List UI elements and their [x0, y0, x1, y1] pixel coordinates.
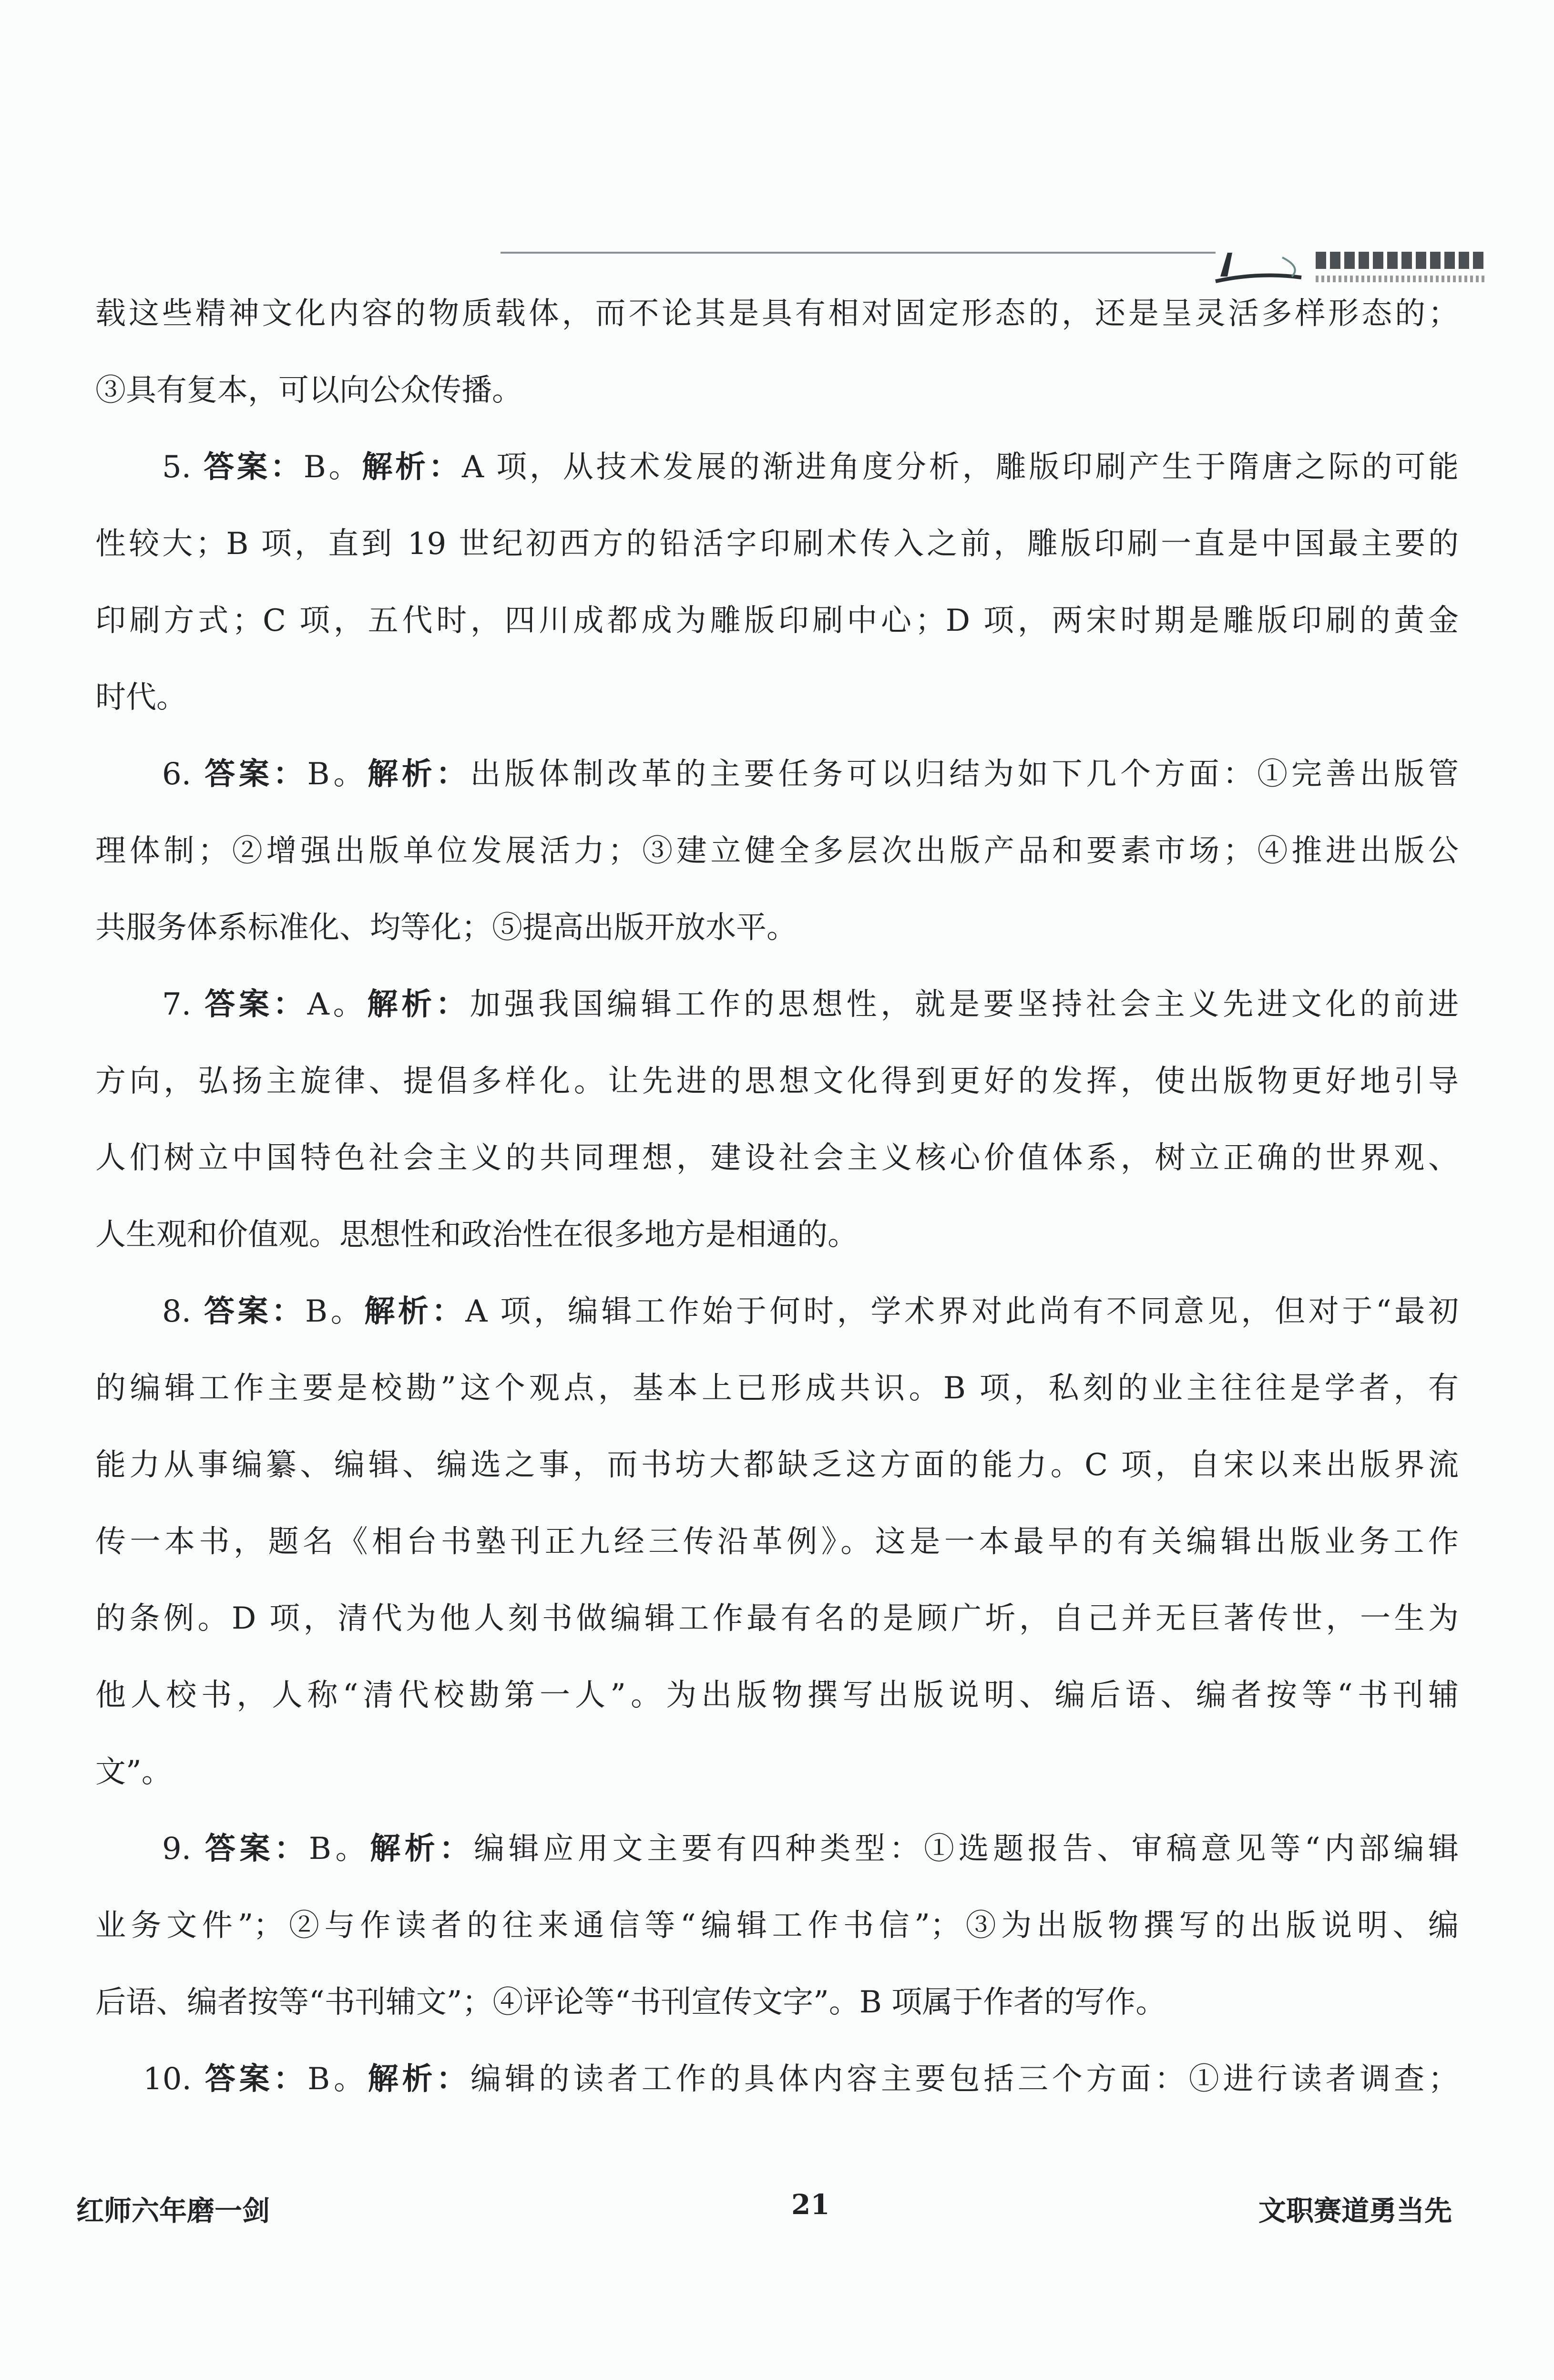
line-text: 印刷方式；C 项，五代时，四川成都成为雕版印刷中心；D 项，两宋时期是雕版印刷的黄金 — [95, 603, 1459, 638]
line-text: 方向，弘扬主旋律、提倡多样化。让先进的思想文化得到更好的发挥，使出版物更好地引导 — [95, 1064, 1459, 1099]
line-text: 时代。 — [95, 680, 187, 715]
text-line — [95, 966, 1459, 1043]
answer-item — [95, 2041, 1459, 2118]
text-line — [95, 1197, 1459, 1273]
footer-left-slogan: 红师六年磨一剑 — [76, 2195, 270, 2227]
line-text: A 项，编辑工作始于何时，学术界对此尚有不同意见，但对于“最初 — [465, 1294, 1459, 1329]
item-number: 9. — [162, 1831, 205, 1867]
line-text: 的条例。D 项，清代为他人刻书做编辑工作最有名的是顾广圻，自己并无巨著传世，一生为 — [95, 1601, 1459, 1636]
line-text: 文”。 — [95, 1754, 172, 1790]
answer-item — [95, 736, 1459, 966]
answer-value: A。 — [307, 987, 368, 1022]
item-number: 7. — [162, 987, 205, 1022]
answer-label: 答案： — [204, 1294, 305, 1329]
continuation-paragraph — [95, 276, 1459, 429]
answer-value: B。 — [307, 2062, 368, 2097]
logo-wordmark — [1316, 252, 1487, 269]
footer-right-slogan: 文职赛道勇当先 — [1258, 2195, 1452, 2227]
answer-item — [95, 429, 1459, 736]
answer-label: 答案： — [204, 2062, 308, 2097]
line-text: 传一本书，题名《相台书塾刊正九经三传沿革例》。这是一本最早的有关编辑出版业务工作 — [95, 1524, 1459, 1559]
text-line — [95, 813, 1459, 890]
analysis-label: 解析： — [364, 1294, 466, 1329]
header-rule — [501, 252, 1216, 254]
line-text: A 项，从技术发展的渐进角度分析，雕版印刷产生于隋唐之际的可能 — [461, 450, 1459, 485]
answer-label: 答案： — [205, 1831, 309, 1867]
page-number: 21 — [791, 2188, 830, 2221]
answer-value: B。 — [308, 1831, 370, 1867]
text-line — [95, 1734, 1459, 1811]
line-text: 出版体制改革的主要任务可以归结为如下几个方面：①完善出版管 — [470, 757, 1459, 792]
text-line — [95, 506, 1459, 583]
item-number: 5. — [162, 450, 204, 485]
text-line — [95, 1811, 1459, 1888]
text-line — [95, 352, 1459, 429]
answer-item — [95, 1811, 1459, 2041]
analysis-label: 解析： — [362, 450, 462, 485]
text-line — [95, 429, 1459, 506]
text-line — [95, 1580, 1459, 1657]
line-text: 编辑应用文主要有四种类型：①选题报告、审稿意见等“内部编辑 — [474, 1831, 1459, 1867]
text-line — [95, 1964, 1459, 2041]
text-line — [95, 1888, 1459, 1964]
text-line — [95, 1504, 1459, 1580]
answer-label: 答案： — [204, 757, 307, 792]
answer-label: 答案： — [204, 450, 304, 485]
text-line — [95, 1043, 1459, 1120]
item-number: 8. — [162, 1294, 204, 1329]
answer-item — [95, 1273, 1459, 1811]
text-line — [95, 1120, 1459, 1197]
analysis-label: 解析： — [368, 2062, 470, 2097]
line-text: 编辑的读者工作的具体内容主要包括三个方面：①进行读者调查； — [470, 2062, 1459, 2097]
line-text: 能力从事编纂、编辑、编选之事，而书坊大都缺乏这方面的能力。C 项，自宋以来出版界流 — [95, 1447, 1459, 1483]
line-text: 理体制；②增强出版单位发展活力；③建立健全多层次出版产品和要素市场；④推进出版公 — [95, 833, 1459, 869]
line-text: 人们树立中国特色社会主义的共同理想，建设社会主义核心价值体系，树立正确的世界观、 — [95, 1140, 1459, 1176]
line-text: 的编辑工作主要是校勘”这个观点，基本上已形成共识。B 项，私刻的业主往往是学者，有 — [95, 1371, 1459, 1406]
line-text: 人生观和价值观。思想性和政治性在很多地方是相通的。 — [95, 1217, 858, 1252]
analysis-label: 解析： — [367, 987, 470, 1022]
line-text: ③具有复本，可以向公众传播。 — [95, 373, 522, 408]
analysis-label: 解析： — [370, 1831, 474, 1867]
line-text: 载这些精神文化内容的物质载体，而不论其是具有相对固定形态的，还是呈灵活多样形态的； — [95, 296, 1459, 331]
text-line — [95, 736, 1459, 813]
line-text: 加强我国编辑工作的思想性，就是要坚持社会主义先进文化的前进 — [470, 987, 1459, 1022]
text-line — [95, 1657, 1459, 1734]
item-number: 10. — [143, 2062, 205, 2097]
answer-value: B。 — [305, 1294, 365, 1329]
line-text: 性较大；B 项，直到 19 世纪初西方的铅活字印刷术传入之前，雕版印刷一直是中国最主要的 — [95, 526, 1459, 562]
text-line — [95, 1273, 1459, 1350]
line-text: 共服务体系标准化、均等化；⑤提高出版开放水平。 — [95, 910, 797, 945]
text-line — [95, 659, 1459, 736]
line-text: 业务文件”；②与作读者的往来通信等“编辑工作书信”；③为出版物撰写的出版说明、编 — [95, 1908, 1459, 1943]
analysis-label: 解析： — [368, 757, 470, 792]
answer-value: B。 — [307, 757, 368, 792]
text-line — [95, 1427, 1459, 1504]
answer-value: B。 — [303, 450, 362, 485]
answer-item — [95, 966, 1459, 1273]
text-line — [95, 890, 1459, 966]
line-text: 后语、编者按等“书刊辅文”；④评论等“书刊宣传文字”。B 项属于作者的写作。 — [95, 1985, 1166, 2020]
text-line — [95, 2041, 1459, 2118]
answer-explanations — [95, 276, 1459, 2118]
line-text: 他人校书，人称“清代校勘第一人”。为出版物撰写出版说明、编后语、编者按等“书刊辅 — [95, 1678, 1459, 1713]
text-line — [95, 276, 1459, 352]
text-line — [95, 1350, 1459, 1427]
answer-label: 答案： — [204, 987, 307, 1022]
item-number: 6. — [162, 757, 205, 792]
text-line — [95, 583, 1459, 659]
